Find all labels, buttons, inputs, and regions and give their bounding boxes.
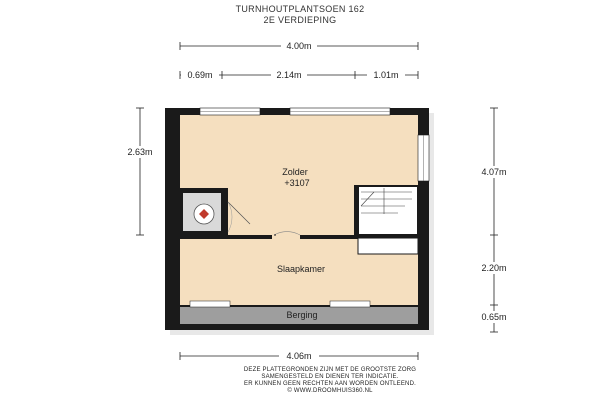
dim-right-seg2: 2.20m: [481, 263, 507, 273]
label-slaapkamer: Slaapkamer: [276, 264, 326, 274]
label-berging: Berging: [286, 310, 318, 320]
staircase: [355, 186, 418, 235]
dim-top-seg1: 0.69m: [187, 70, 213, 80]
label-zolder: Zolder: [282, 167, 308, 177]
dim-right-seg1: 4.07m: [481, 167, 507, 177]
floor-title: 2E VERDIEPING: [263, 15, 337, 25]
disclaimer-line-2: SAMENGESTELD EN DIENEN TER INDICATIE.: [261, 374, 399, 380]
disclaimer-line-1: DEZE PLATTEGRONDEN ZIJN MET DE GROOTSTE ZORG: [243, 367, 417, 373]
dim-top-total: 4.00m: [286, 41, 312, 51]
dim-top-seg3: 1.01m: [373, 70, 399, 80]
disclaimer: [190, 367, 470, 395]
disclaimer-line-3: ER KUNNEN GEEN RECHTEN AAN WORDEN ONTLEEND.: [244, 381, 416, 387]
dim-right-seg3: 0.65m: [481, 312, 507, 322]
disclaimer-line-4: © WWW.DROOMHUIS360.NL: [287, 388, 373, 394]
address-title: TURNHOUTPLANTSOEN 162: [235, 4, 365, 14]
dim-top-seg2: 2.14m: [276, 70, 302, 80]
dim-bottom-total: 4.06m: [286, 351, 312, 361]
label-zolder-level: +3107: [284, 178, 310, 188]
dim-left-height: 2.63m: [127, 147, 153, 157]
